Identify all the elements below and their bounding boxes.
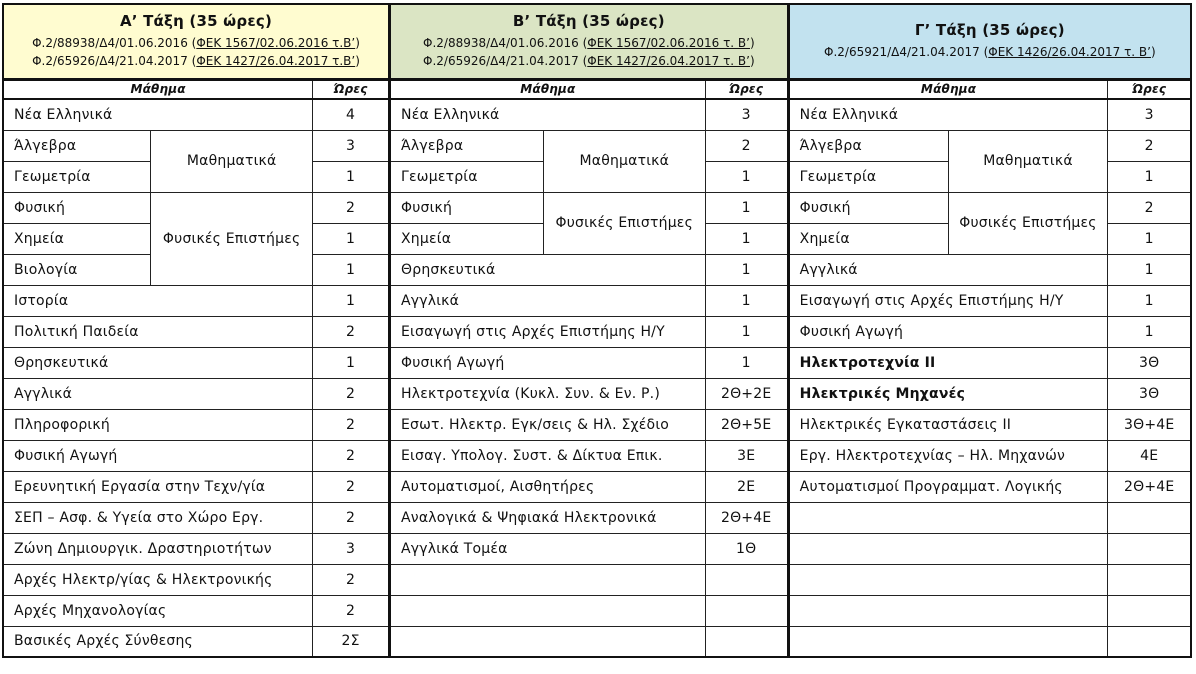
- grade-c-hours-cell: 3Θ: [1108, 347, 1191, 378]
- grade-c-subject-cell: Φυσική: [788, 192, 948, 223]
- grade-c-header: Γ’ Τάξη (35 ώρες) Φ.2/65921/Δ4/21.04.2017 (ΦΕΚ 1426/26.04.2017 τ. Β’): [788, 4, 1191, 79]
- grade-a-hours-cell: 2: [313, 378, 390, 409]
- grade-a-hours-cell: 2: [313, 192, 390, 223]
- grade-a-hours-cell: 4: [313, 99, 390, 130]
- grade-a-title: Α’ Τάξη (35 ώρες): [119, 12, 273, 31]
- curriculum-sheet: [2, 3, 1192, 671]
- grade-b-subject-cell: Χημεία: [390, 223, 544, 254]
- grade-a-subject-cell: Φυσική Αγωγή: [3, 440, 313, 471]
- grade-c-subject-cell: Εργ. Ηλεκτροτεχνίας – Ηλ. Μηχανών: [788, 440, 1108, 471]
- grade-c-hours-cell: 1: [1108, 161, 1191, 192]
- grade-b-ref1: Φ.2/88938/Δ4/01.06.2016: [423, 36, 579, 51]
- grade-b-fek1-link[interactable]: ΦΕΚ 1567/02.06.2016 τ. Β’: [587, 36, 750, 51]
- grade-a-subject-col-header: Μάθημα: [3, 79, 313, 99]
- grade-b-empty-hours-cell: [705, 595, 788, 626]
- grade-a-subject-cell: Άλγεβρα: [3, 130, 151, 161]
- grade-a-header: Α’ Τάξη (35 ώρες) Φ.2/88938/Δ4/01.06.2016 (ΦΕΚ 1567/02.06.2016 τ.Β’) Φ.2/65926/Δ4/21.04.2017 (ΦΕΚ 1427/26.04.2017 τ.Β’): [3, 4, 390, 79]
- grade-c-fek1-link[interactable]: ΦΕΚ 1426/26.04.2017 τ. Β’: [988, 45, 1151, 60]
- grade-c-subject-cell: Εισαγωγή στις Αρχές Επιστήμης Η/Υ: [788, 285, 1108, 316]
- grade-c-hours-cell: 1: [1108, 254, 1191, 285]
- grade-a-hours-cell: 2: [313, 564, 390, 595]
- grade-a-hours-col-header: Ώρες: [313, 79, 390, 99]
- grade-a-hours-cell: 1: [313, 254, 390, 285]
- grade-b-subject-cell: Φυσική: [390, 192, 544, 223]
- grade-c-subject-cell: Αγγλικά: [788, 254, 1108, 285]
- grade-b-empty-cell: [390, 595, 706, 626]
- grade-c-empty-cell: [788, 502, 1108, 533]
- grade-c-hours-cell: 2Θ+4Ε: [1108, 471, 1191, 502]
- grade-a-hours-cell: 1: [313, 285, 390, 316]
- grade-c-empty-hours-cell: [1108, 626, 1191, 657]
- grade-b-math-group: Μαθηματικά: [543, 130, 705, 192]
- grade-c-empty-cell: [788, 533, 1108, 564]
- grade-a-hours-cell: 1: [313, 161, 390, 192]
- grade-a-subject-cell: Γεωμετρία: [3, 161, 151, 192]
- grade-b-hours-cell: 2Θ+4Ε: [705, 502, 788, 533]
- grade-b-empty-hours-cell: [705, 626, 788, 657]
- grade-a-hours-cell: 2: [313, 595, 390, 626]
- grade-c-empty-hours-cell: [1108, 533, 1191, 564]
- grade-a-subject-cell: Αγγλικά: [3, 378, 313, 409]
- grade-c-subject-cell: Ηλεκτρικές Εγκαταστάσεις ΙΙ: [788, 409, 1108, 440]
- grade-a-fek1-link[interactable]: ΦΕΚ 1567/02.06.2016 τ.Β’: [196, 36, 356, 51]
- grade-b-subject-cell: Νέα Ελληνικά: [390, 99, 706, 130]
- grade-b-hours-cell: 2Ε: [705, 471, 788, 502]
- grade-b-hours-col-header: Ώρες: [705, 79, 788, 99]
- grade-b-subject-cell: Αγγλικά Τομέα: [390, 533, 706, 564]
- grade-b-hours-cell: 1: [705, 161, 788, 192]
- grade-c-title: Γ’ Τάξη (35 ώρες): [914, 21, 1065, 40]
- grade-a-subject-cell: Ζώνη Δημιουργικ. Δραστηριοτήτων: [3, 533, 313, 564]
- grade-b-subject-cell: Ηλεκτροτεχνία (Κυκλ. Συν. & Εν. Ρ.): [390, 378, 706, 409]
- grade-b-subject-cell: Γεωμετρία: [390, 161, 544, 192]
- grade-a-hours-cell: 2Σ: [313, 626, 390, 657]
- grade-a-ref2: Φ.2/65926/Δ4/21.04.2017: [32, 54, 188, 69]
- grade-c-empty-cell: [788, 564, 1108, 595]
- grade-b-ref2: Φ.2/65926/Δ4/21.04.2017: [423, 54, 579, 69]
- grade-c-ref1: Φ.2/65921/Δ4/21.04.2017: [824, 45, 980, 60]
- grade-a-subject-cell: Ιστορία: [3, 285, 313, 316]
- grade-a-subject-cell: Βασικές Αρχές Σύνθεσης: [3, 626, 313, 657]
- grade-a-math-group: Μαθηματικά: [151, 130, 313, 192]
- grade-c-empty-hours-cell: [1108, 502, 1191, 533]
- grade-b-subject-cell: Εσωτ. Ηλεκτρ. Εγκ/σεις & Ηλ. Σχέδιο: [390, 409, 706, 440]
- grade-c-math-group: Μαθηματικά: [948, 130, 1108, 192]
- grade-c-subject-col-header: Μάθημα: [788, 79, 1108, 99]
- grade-b-subject-cell: Φυσική Αγωγή: [390, 347, 706, 378]
- grade-b-title: Β’ Τάξη (35 ώρες): [512, 12, 665, 31]
- grade-b-subject-cell: Θρησκευτικά: [390, 254, 706, 285]
- grade-c-subject-cell: Ηλεκτροτεχνία ΙΙ: [788, 347, 1108, 378]
- grade-c-hours-cell: 4Ε: [1108, 440, 1191, 471]
- grade-c-subject-cell: Γεωμετρία: [788, 161, 948, 192]
- grade-a-hours-cell: 2: [313, 471, 390, 502]
- grade-c-science-group: Φυσικές Επιστήμες: [948, 192, 1108, 254]
- grade-c-subject-cell: Χημεία: [788, 223, 948, 254]
- grade-b-hours-cell: 2Θ+5Ε: [705, 409, 788, 440]
- grade-b-empty-hours-cell: [705, 564, 788, 595]
- grade-c-hours-col-header: Ώρες: [1108, 79, 1191, 99]
- grade-a-subject-cell: Χημεία: [3, 223, 151, 254]
- grade-b-empty-cell: [390, 626, 706, 657]
- grade-a-hours-cell: 3: [313, 130, 390, 161]
- grade-c-empty-hours-cell: [1108, 595, 1191, 626]
- grade-b-subject-cell: Άλγεβρα: [390, 130, 544, 161]
- grade-a-hours-cell: 1: [313, 223, 390, 254]
- grade-c-hours-cell: 3Θ: [1108, 378, 1191, 409]
- grade-a-hours-cell: 2: [313, 316, 390, 347]
- grade-b-hours-cell: 1: [705, 192, 788, 223]
- grade-b-hours-cell: 1: [705, 254, 788, 285]
- grade-a-subject-cell: ΣΕΠ – Ασφ. & Υγεία στο Χώρο Εργ.: [3, 502, 313, 533]
- grade-c-subject-cell: Αυτοματισμοί Προγραμματ. Λογικής: [788, 471, 1108, 502]
- grade-b-subject-col-header: Μάθημα: [390, 79, 706, 99]
- grade-c-subject-cell: Νέα Ελληνικά: [788, 99, 1108, 130]
- grade-b-subject-cell: Αναλογικά & Ψηφιακά Ηλεκτρονικά: [390, 502, 706, 533]
- grade-c-subject-cell: Ηλεκτρικές Μηχανές: [788, 378, 1108, 409]
- grade-b-hours-cell: 2: [705, 130, 788, 161]
- grade-a-science-group: Φυσικές Επιστήμες: [151, 192, 313, 285]
- grade-a-hours-cell: 2: [313, 440, 390, 471]
- grade-b-empty-cell: [390, 564, 706, 595]
- grade-c-hours-cell: 3: [1108, 99, 1191, 130]
- grade-a-fek2-link[interactable]: ΦΕΚ 1427/26.04.2017 τ.Β’: [196, 54, 356, 69]
- grade-b-hours-cell: 1: [705, 347, 788, 378]
- grade-a-subject-cell: Αρχές Ηλεκτρ/γίας & Ηλεκτρονικής: [3, 564, 313, 595]
- grade-a-subject-cell: Πληροφορική: [3, 409, 313, 440]
- grade-c-hours-cell: 1: [1108, 223, 1191, 254]
- grade-b-header: Β’ Τάξη (35 ώρες) Φ.2/88938/Δ4/01.06.2016 (ΦΕΚ 1567/02.06.2016 τ. Β’) Φ.2/65926/Δ4/21.04.2017 (ΦΕΚ 1427/26.04.2017 τ. Β’): [390, 4, 789, 79]
- grade-b-hours-cell: 1Θ: [705, 533, 788, 564]
- grade-b-hours-cell: 1: [705, 223, 788, 254]
- grade-b-hours-cell: 3Ε: [705, 440, 788, 471]
- grade-a-subject-cell: Πολιτική Παιδεία: [3, 316, 313, 347]
- grade-a-hours-cell: 3: [313, 533, 390, 564]
- grade-b-science-group: Φυσικές Επιστήμες: [543, 192, 705, 254]
- grade-b-subject-cell: Αγγλικά: [390, 285, 706, 316]
- grade-b-hours-cell: 3: [705, 99, 788, 130]
- grade-a-subject-cell: Νέα Ελληνικά: [3, 99, 313, 130]
- grade-a-subject-cell: Θρησκευτικά: [3, 347, 313, 378]
- grade-c-empty-cell: [788, 595, 1108, 626]
- grade-b-subject-cell: Εισαγ. Υπολογ. Συστ. & Δίκτυα Επικ.: [390, 440, 706, 471]
- grade-b-hours-cell: 1: [705, 285, 788, 316]
- grade-b-hours-cell: 1: [705, 316, 788, 347]
- grade-c-hours-cell: 2: [1108, 130, 1191, 161]
- grade-c-subject-cell: Άλγεβρα: [788, 130, 948, 161]
- grade-a-hours-cell: 2: [313, 409, 390, 440]
- grade-b-fek2-link[interactable]: ΦΕΚ 1427/26.04.2017 τ. Β’: [587, 54, 750, 69]
- grade-c-hours-cell: 3Θ+4Ε: [1108, 409, 1191, 440]
- grade-c-hours-cell: 1: [1108, 316, 1191, 347]
- grade-a-subject-cell: Βιολογία: [3, 254, 151, 285]
- grade-c-empty-cell: [788, 626, 1108, 657]
- grade-a-ref1: Φ.2/88938/Δ4/01.06.2016: [32, 36, 188, 51]
- grade-a-hours-cell: 1: [313, 347, 390, 378]
- grade-b-subject-cell: Εισαγωγή στις Αρχές Επιστήμης Η/Υ: [390, 316, 706, 347]
- grade-c-hours-cell: 2: [1108, 192, 1191, 223]
- curriculum-table: [2, 3, 1192, 658]
- grade-a-subject-cell: Αρχές Μηχανολογίας: [3, 595, 313, 626]
- grade-c-hours-cell: 1: [1108, 285, 1191, 316]
- grade-b-hours-cell: 2Θ+2Ε: [705, 378, 788, 409]
- grade-b-subject-cell: Αυτοματισμοί, Αισθητήρες: [390, 471, 706, 502]
- grade-a-subject-cell: Ερευνητική Εργασία στην Τεχν/γία: [3, 471, 313, 502]
- grade-a-hours-cell: 2: [313, 502, 390, 533]
- grade-c-subject-cell: Φυσική Αγωγή: [788, 316, 1108, 347]
- grade-a-subject-cell: Φυσική: [3, 192, 151, 223]
- grade-c-empty-hours-cell: [1108, 564, 1191, 595]
